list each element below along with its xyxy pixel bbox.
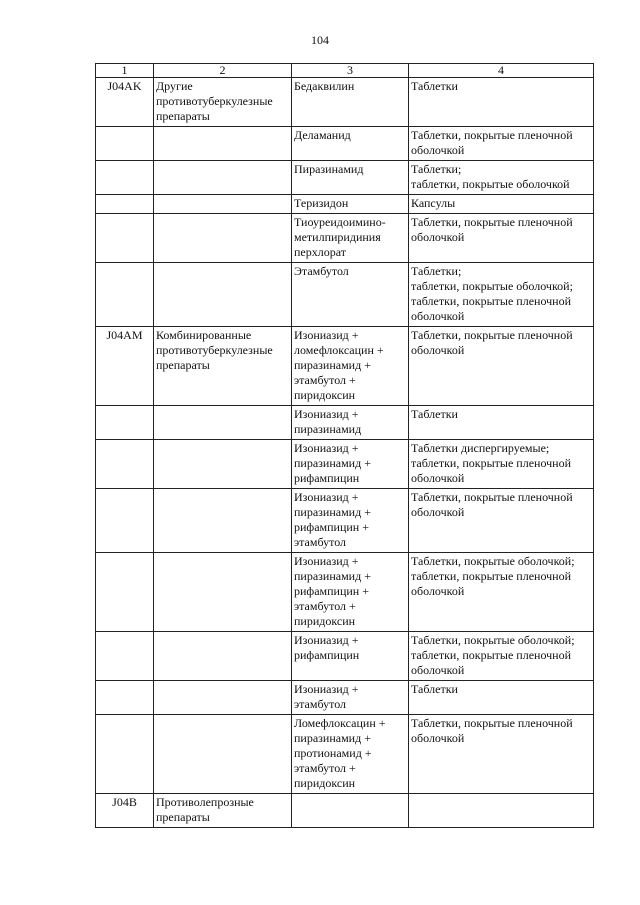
dosage-form-cell: Таблетки bbox=[409, 681, 594, 715]
drug-name-cell: Изониазид + пиразинамид + рифампицин + этамбутол bbox=[292, 489, 409, 553]
group-name-cell bbox=[154, 681, 292, 715]
group-name-cell bbox=[154, 214, 292, 263]
dosage-form-cell: Таблетки, покрытые пленочной оболочкой bbox=[409, 489, 594, 553]
dosage-form-cell: Таблетки, покрытые пленочной оболочкой bbox=[409, 214, 594, 263]
dosage-form-cell: Таблетки, покрытые оболочкой; таблетки, покрытые пленочной оболочкой bbox=[409, 632, 594, 681]
table-row bbox=[96, 195, 594, 214]
dosage-form-cell: Таблетки bbox=[409, 78, 594, 127]
header-col-4: 4 bbox=[409, 64, 594, 78]
dosage-form-cell bbox=[409, 794, 594, 828]
dosage-form-cell: Таблетки bbox=[409, 406, 594, 440]
atc-code-cell bbox=[96, 632, 154, 681]
atc-code-cell bbox=[96, 127, 154, 161]
drug-table bbox=[95, 63, 594, 828]
group-name-cell bbox=[154, 263, 292, 327]
group-name-cell bbox=[154, 715, 292, 794]
group-name-cell bbox=[154, 632, 292, 681]
atc-code-cell bbox=[96, 214, 154, 263]
dosage-form-cell: Таблетки; таблетки, покрытые оболочкой; таблетки, покрытые пленочной оболочкой bbox=[409, 263, 594, 327]
table-row bbox=[96, 553, 594, 632]
group-name-cell bbox=[154, 195, 292, 214]
atc-code-cell bbox=[96, 715, 154, 794]
table-row bbox=[96, 78, 594, 127]
group-name-cell: Противолепрозные препараты bbox=[154, 794, 292, 828]
table-row bbox=[96, 715, 594, 794]
atc-code-cell bbox=[96, 681, 154, 715]
drug-name-cell: Изониазид + пиразинамид bbox=[292, 406, 409, 440]
dosage-form-cell: Таблетки, покрытые пленочной оболочкой bbox=[409, 127, 594, 161]
group-name-cell bbox=[154, 553, 292, 632]
table-row bbox=[96, 440, 594, 489]
drug-name-cell: Этамбутол bbox=[292, 263, 409, 327]
drug-name-cell: Изониазид + ломефлоксацин + пиразинамид + этамбутол + пиридоксин bbox=[292, 327, 409, 406]
atc-code-cell bbox=[96, 161, 154, 195]
group-name-cell bbox=[154, 440, 292, 489]
dosage-form-cell: Таблетки диспергируемые; таблетки, покрытые пленочной оболочкой bbox=[409, 440, 594, 489]
drug-name-cell: Изониазид + этамбутол bbox=[292, 681, 409, 715]
table-row bbox=[96, 214, 594, 263]
atc-code-cell bbox=[96, 195, 154, 214]
table-row bbox=[96, 406, 594, 440]
page-number: 104 bbox=[311, 33, 329, 47]
atc-code-cell: J04AM bbox=[96, 327, 154, 406]
atc-code-cell bbox=[96, 440, 154, 489]
group-name-cell bbox=[154, 161, 292, 195]
atc-code-cell: J04AK bbox=[96, 78, 154, 127]
table-row bbox=[96, 632, 594, 681]
dosage-form-cell: Капсулы bbox=[409, 195, 594, 214]
drug-name-cell: Бедаквилин bbox=[292, 78, 409, 127]
drug-name-cell: Тиоуреидоимино- метилпиридиния перхлорат bbox=[292, 214, 409, 263]
drug-name-cell: Ломефлоксацин + пиразинамид + протионамид + этамбутол + пиридоксин bbox=[292, 715, 409, 794]
atc-code-cell bbox=[96, 406, 154, 440]
atc-code-cell bbox=[96, 263, 154, 327]
dosage-form-cell: Таблетки, покрытые оболочкой; таблетки, покрытые пленочной оболочкой bbox=[409, 553, 594, 632]
drug-name-cell: Теризидон bbox=[292, 195, 409, 214]
header-col-3: 3 bbox=[292, 64, 409, 78]
table-row bbox=[96, 127, 594, 161]
drug-name-cell bbox=[292, 794, 409, 828]
drug-name-cell: Пиразинамид bbox=[292, 161, 409, 195]
atc-code-cell bbox=[96, 489, 154, 553]
drug-name-cell: Изониазид + пиразинамид + рифампицин bbox=[292, 440, 409, 489]
drug-name-cell: Деламанид bbox=[292, 127, 409, 161]
dosage-form-cell: Таблетки, покрытые пленочной оболочкой bbox=[409, 715, 594, 794]
table-row bbox=[96, 327, 594, 406]
drug-name-cell: Изониазид + пиразинамид + рифампицин + этамбутол + пиридоксин bbox=[292, 553, 409, 632]
header-row bbox=[96, 64, 594, 78]
group-name-cell: Другие противотуберкулезные препараты bbox=[154, 78, 292, 127]
group-name-cell bbox=[154, 406, 292, 440]
atc-code-cell bbox=[96, 553, 154, 632]
group-name-cell: Комбинированные противотуберкулезные препараты bbox=[154, 327, 292, 406]
dosage-form-cell: Таблетки, покрытые пленочной оболочкой bbox=[409, 327, 594, 406]
table-row bbox=[96, 489, 594, 553]
drug-name-cell: Изониазид + рифампицин bbox=[292, 632, 409, 681]
group-name-cell bbox=[154, 489, 292, 553]
table-row bbox=[96, 681, 594, 715]
table-row bbox=[96, 794, 594, 828]
group-name-cell bbox=[154, 127, 292, 161]
table-row bbox=[96, 161, 594, 195]
header-col-1: 1 bbox=[96, 64, 154, 78]
dosage-form-cell: Таблетки; таблетки, покрытые оболочкой bbox=[409, 161, 594, 195]
header-col-2: 2 bbox=[154, 64, 292, 78]
table-row bbox=[96, 263, 594, 327]
atc-code-cell: J04B bbox=[96, 794, 154, 828]
